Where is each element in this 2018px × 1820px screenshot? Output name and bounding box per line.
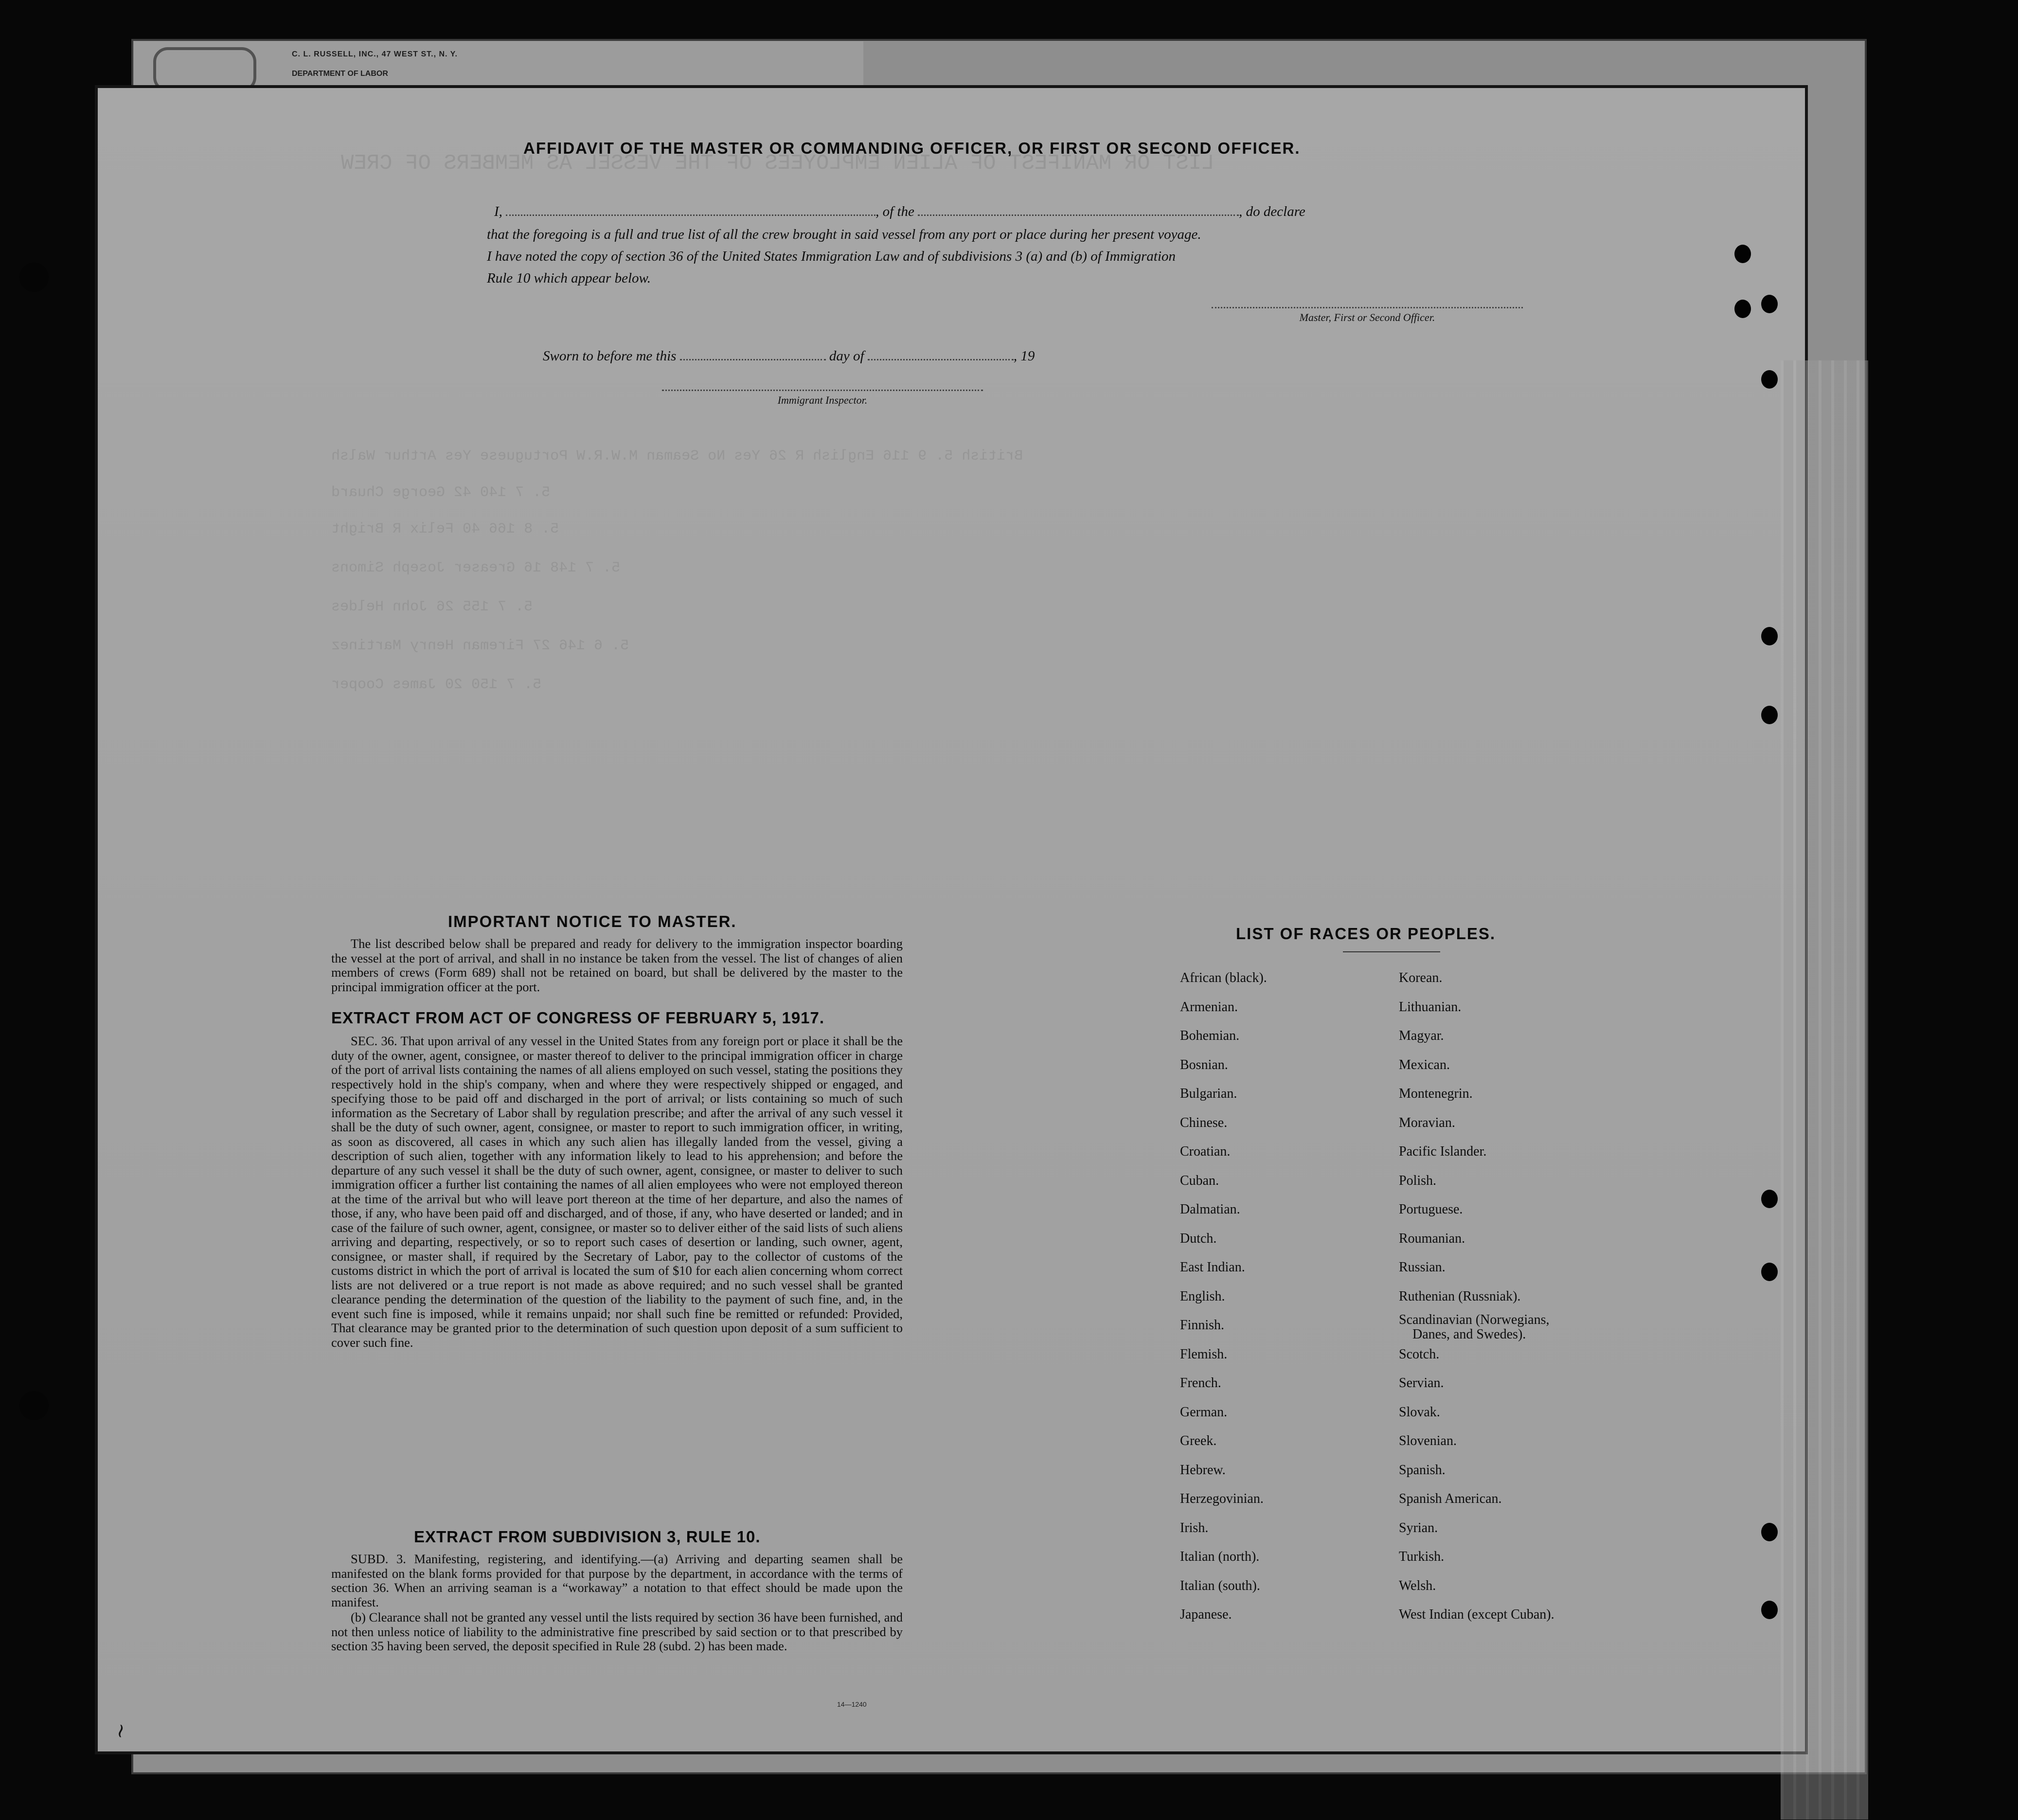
- header-strip: [134, 41, 863, 90]
- form-number: 14—1240: [837, 1700, 867, 1708]
- vessel-blank[interactable]: [918, 210, 1239, 216]
- bleed-through-text: LIST OR MANIFEST OF ALIEN EMPLOYEES OF THE VESSEL AS MEMBERS OF CREW: [341, 151, 1214, 176]
- race-item: Slovak.: [1399, 1404, 1440, 1420]
- affidavit-declare: , do declare: [1239, 204, 1305, 219]
- printer-imprint: C. L. RUSSELL, INC., 47 WEST ST., N. Y.: [292, 50, 458, 58]
- bleed-through-text: 5. 6 146 27 Fireman Henry Martinez: [331, 638, 629, 654]
- race-item: Mexican.: [1399, 1057, 1450, 1072]
- race-item: Syrian.: [1399, 1520, 1438, 1535]
- stamp-mark: [153, 47, 256, 90]
- race-item: Portuguese.: [1399, 1202, 1463, 1217]
- race-item: Croatian.: [1180, 1144, 1231, 1159]
- race-item: Magyar.: [1399, 1028, 1444, 1043]
- name-blank[interactable]: [506, 210, 875, 216]
- extract-rule-title: EXTRACT FROM SUBDIVISION 3, RULE 10.: [414, 1528, 761, 1546]
- month-blank[interactable]: [868, 354, 1014, 360]
- race-item: Italian (north).: [1180, 1549, 1260, 1564]
- race-item: Cuban.: [1180, 1173, 1219, 1188]
- notice-text: The list described below shall be prepared and ready for delivery to the immigration inspector boarding the vessel at the port of arrival, and shall in no instance be taken from the vessel. The list of changes of alien members of crews (Form 689) shall not be retained on board, but shall be delivered by the master to the principal immigration officer at the port.: [331, 936, 903, 994]
- affidavit-of-the: , of the: [875, 204, 914, 219]
- punch-hole: [1761, 706, 1778, 724]
- race-item: Flemish.: [1180, 1346, 1228, 1362]
- extract-act-text: SEC. 36. That upon arrival of any vessel in the United States from any foreign port or place it shall be the duty of the owner, agent, consignee, or master thereof to deliver to the principal immigration officer in charge of the port of arrival lists containing the names of all aliens employed on such vessel, stating the positions they respectively hold in the ship's company, when and where they were respectively shipped or engaged, and specifying those to be paid off and discharged in the port of arrival; or lists containing so much of such information as the Secretary of Labor shall by regulation prescribe; and after the arrival of any such vessel it shall be the duty of such owner, agent, consignee, or master to report to such immigration officer, in writing, as soon as discovered, all cases in which any such alien has illegally landed from the vessel, giving a description of such alien, together with any information likely to lead to his apprehension; and before the departure of any such vessel it shall be the duty of such owner, agent, consignee, or master to deliver to such immigration officer a further list containing the names of all alien employees who were not employed thereon at the time of the arrival but who will leave port thereon at the time of her departure, and also the names of those, if any, who have been paid off and discharged, and of those, if any, who have deserted or landed; and in case of the failure of such owner, agent, consignee, or master so to deliver either of the said lists of such aliens arriving and departing, respectively, or so to report such cases of desertion or landing, such owner, agent, consignee, or master shall, if required by the Secretary of Labor, pay to the collector of customs of the customs district in which the port of arrival is located the sum of $10 for each alien concerning whom correct lists are not delivered or a true report is not made as above required; and no such vessel shall be granted clearance pending the determination of the question of the liability to the payment of such fine, and, in the event such fine is imposed, while it remains unpaid; nor shall such fine be remitted or refunded: Provided, That clearance may be granted prior to the determination of such question upon deposit of a sum sufficient to cover such fine.: [331, 1034, 903, 1350]
- notice-title: IMPORTANT NOTICE TO MASTER.: [448, 912, 737, 930]
- race-item: Bulgarian.: [1180, 1086, 1237, 1101]
- day-of-text: day of: [829, 348, 864, 364]
- race-item: Hebrew.: [1180, 1462, 1226, 1478]
- binder-hole: [19, 263, 49, 292]
- bleed-through-text: 5. 7 155 26 John Heldes: [331, 599, 533, 615]
- punch-hole: [1761, 295, 1778, 313]
- affidavit-line-declare: [494, 204, 1305, 220]
- race-item-line: Scandinavian (Norwegians,: [1399, 1312, 1550, 1327]
- day-blank[interactable]: [680, 354, 826, 360]
- punch-hole: [1734, 245, 1751, 263]
- handwritten-mark: ~: [108, 1721, 133, 1741]
- affidavit-line-2: that the foregoing is a full and true list of all the crew brought in said vessel from any port or place during her present voyage.: [487, 227, 1201, 242]
- race-item: Dutch.: [1180, 1231, 1217, 1246]
- race-item: Italian (south).: [1180, 1578, 1260, 1593]
- race-item-line: Danes, and Swedes).: [1412, 1327, 1526, 1342]
- race-item: Servian.: [1399, 1375, 1444, 1391]
- race-item: Montenegrin.: [1399, 1086, 1473, 1101]
- race-item: German.: [1180, 1404, 1228, 1420]
- binder-hole: [19, 1391, 49, 1420]
- bleed-through-text: 5. 7 150 20 James Cooper: [331, 677, 542, 693]
- master-signature-label: Master, First or Second Officer.: [1212, 307, 1523, 324]
- race-item: Bohemian.: [1180, 1028, 1240, 1043]
- race-item: Moravian.: [1399, 1115, 1455, 1130]
- affidavit-i: I,: [494, 204, 502, 219]
- inspector-signature-label: Immigrant Inspector.: [662, 390, 983, 407]
- race-item: Pacific Islander.: [1399, 1144, 1487, 1159]
- punch-hole: [1761, 370, 1778, 389]
- sworn-text: Sworn to before me this: [543, 348, 677, 364]
- race-item: Chinese.: [1180, 1115, 1228, 1130]
- race-item: Japanese.: [1180, 1607, 1232, 1622]
- race-item: Spanish American.: [1399, 1491, 1502, 1506]
- race-item: Lithuanian.: [1399, 999, 1462, 1015]
- punch-hole: [1734, 300, 1751, 318]
- race-item: Irish.: [1180, 1520, 1209, 1535]
- punch-hole: [1761, 627, 1778, 645]
- bleed-through-text: 5. 8 166 40 Felix R Bright: [331, 521, 559, 537]
- punch-hole: [1761, 1523, 1778, 1541]
- bleed-through-text: British 5. 9 116 English R 26 Yes No Seaman M.W.R.W Portuguese Yes Arthur Walsh: [331, 448, 1023, 464]
- race-item: Russian.: [1399, 1260, 1446, 1275]
- affidavit-title: AFFIDAVIT OF THE MASTER OR COMMANDING OFFICER, OR FIRST OR SECOND OFFICER.: [523, 139, 1301, 157]
- extract-act-title: EXTRACT FROM ACT OF CONGRESS OF FEBRUARY 5, 1917.: [331, 1009, 825, 1027]
- races-title-rule: [1343, 951, 1440, 952]
- manifest-page: [95, 85, 1808, 1754]
- year-text: , 19: [1013, 348, 1035, 364]
- race-item: Welsh.: [1399, 1578, 1436, 1593]
- race-item: Dalmatian.: [1180, 1202, 1240, 1217]
- race-item: Armenian.: [1180, 999, 1238, 1015]
- affidavit-line-4: Rule 10 which appear below.: [487, 270, 651, 286]
- race-item: Roumanian.: [1399, 1231, 1465, 1246]
- affidavit-line-3: I have noted the copy of section 36 of the United States Immigration Law and of subdivisions 3 (a) and (b) of Immigration: [487, 249, 1176, 264]
- races-title: LIST OF RACES OR PEOPLES.: [1236, 925, 1496, 943]
- bleed-through-text: 5. 7 140 42 George Chuard: [331, 484, 551, 501]
- sworn-line: [543, 348, 1035, 364]
- races-left-column: [1180, 964, 1267, 1629]
- race-item-scandinavian: [1399, 1311, 1554, 1340]
- race-item: African (black).: [1180, 970, 1267, 985]
- punch-hole: [1761, 1263, 1778, 1281]
- race-item: Scotch.: [1399, 1346, 1440, 1362]
- punch-hole: [1761, 1601, 1778, 1619]
- extract-rule-para-b: (b) Clearance shall not be granted any vessel until the lists required by section 36 have been furnished, and not then unless notice of liability to the administrative fine prescribed by said section or to that prescribed by section 35 having been served, the deposit specified in Rule 28 (subd. 2) has been made.: [331, 1610, 903, 1653]
- race-item: Polish.: [1399, 1173, 1437, 1188]
- race-item: Greek.: [1180, 1433, 1217, 1448]
- race-item: Slovenian.: [1399, 1433, 1457, 1448]
- race-item: French.: [1180, 1375, 1221, 1391]
- race-item: Spanish.: [1399, 1462, 1446, 1478]
- race-item: Herzegovinian.: [1180, 1491, 1264, 1506]
- races-right-column: [1399, 964, 1554, 1629]
- race-item: West Indian (except Cuban).: [1399, 1607, 1554, 1622]
- extract-rule-para-a: SUBD. 3. Manifesting, registering, and identifying.—(a) Arriving and departing seamen shall be manifested on the blank forms provided for that purpose by the department, in accordance with the terms of section 36. When an arriving seaman is a “workaway” a notation to that effect should be made upon the manifest.: [331, 1552, 903, 1609]
- bleed-through-text: 5. 7 148 16 Greaser Joseph Simons: [331, 560, 621, 576]
- race-item: Ruthenian (Russniak).: [1399, 1288, 1521, 1304]
- race-item: Finnish.: [1180, 1318, 1225, 1333]
- race-item: Korean.: [1399, 970, 1443, 985]
- race-item: Turkish.: [1399, 1549, 1445, 1564]
- race-item: East Indian.: [1180, 1260, 1245, 1275]
- department-imprint: DEPARTMENT OF LABOR: [292, 70, 388, 78]
- punch-hole: [1761, 1190, 1778, 1208]
- race-item: Bosnian.: [1180, 1057, 1228, 1072]
- ruled-edge: [1781, 360, 1868, 1820]
- race-item: English.: [1180, 1288, 1225, 1304]
